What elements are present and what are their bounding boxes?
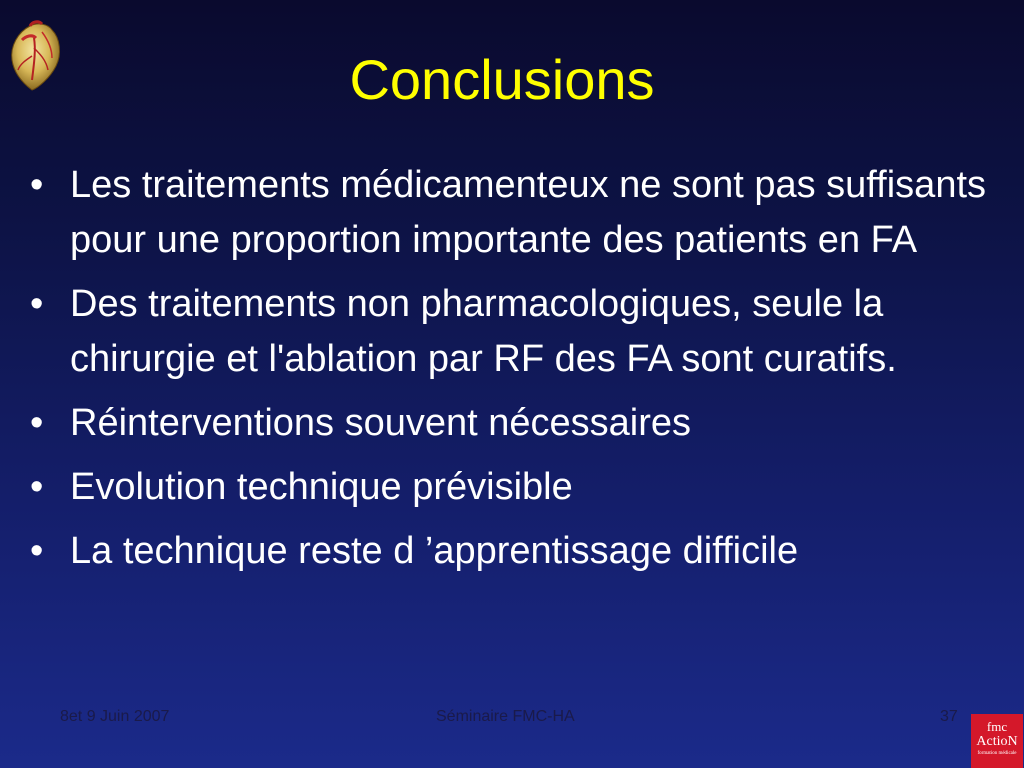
bullet-text: Evolution technique prévisible	[70, 466, 573, 508]
bullet-list	[28, 158, 998, 579]
footer-date: 8et 9 Juin 2007	[60, 708, 170, 725]
bullet-item	[28, 460, 998, 515]
slide-title: Conclusions	[349, 48, 655, 111]
bullet-text: La technique reste d ’apprentissage difficile	[70, 530, 799, 572]
slide-number: 37	[940, 708, 958, 725]
fmc-action-logo	[971, 714, 1023, 768]
logo-mid-text: ActioN	[976, 734, 1018, 749]
bullet-item	[28, 524, 998, 579]
bullet-dot: •	[30, 466, 44, 508]
bullet-text: Réinterventions souvent nécessaires	[70, 402, 692, 444]
bullet-dot: •	[30, 283, 44, 325]
footer-center-text: Séminaire FMC-HA	[436, 708, 575, 725]
bullet-dot: •	[30, 530, 44, 572]
bullet-dot: •	[30, 402, 44, 444]
bullet-item	[28, 277, 998, 387]
bullet-item	[28, 396, 998, 451]
logo-bottom-text: formation médicale	[977, 751, 1017, 756]
bullet-dot: •	[30, 164, 44, 206]
bullet-text: Des traitements non pharmacologiques, seule la chirurgie et l'ablation par RF des FA sont curatifs.	[70, 283, 897, 380]
logo-top-text: fmc	[986, 719, 1008, 734]
bullet-item	[28, 158, 998, 268]
bullet-text: Les traitements médicamenteux ne sont pas suffisants pour une proportion importante des patients en FA	[70, 164, 987, 261]
